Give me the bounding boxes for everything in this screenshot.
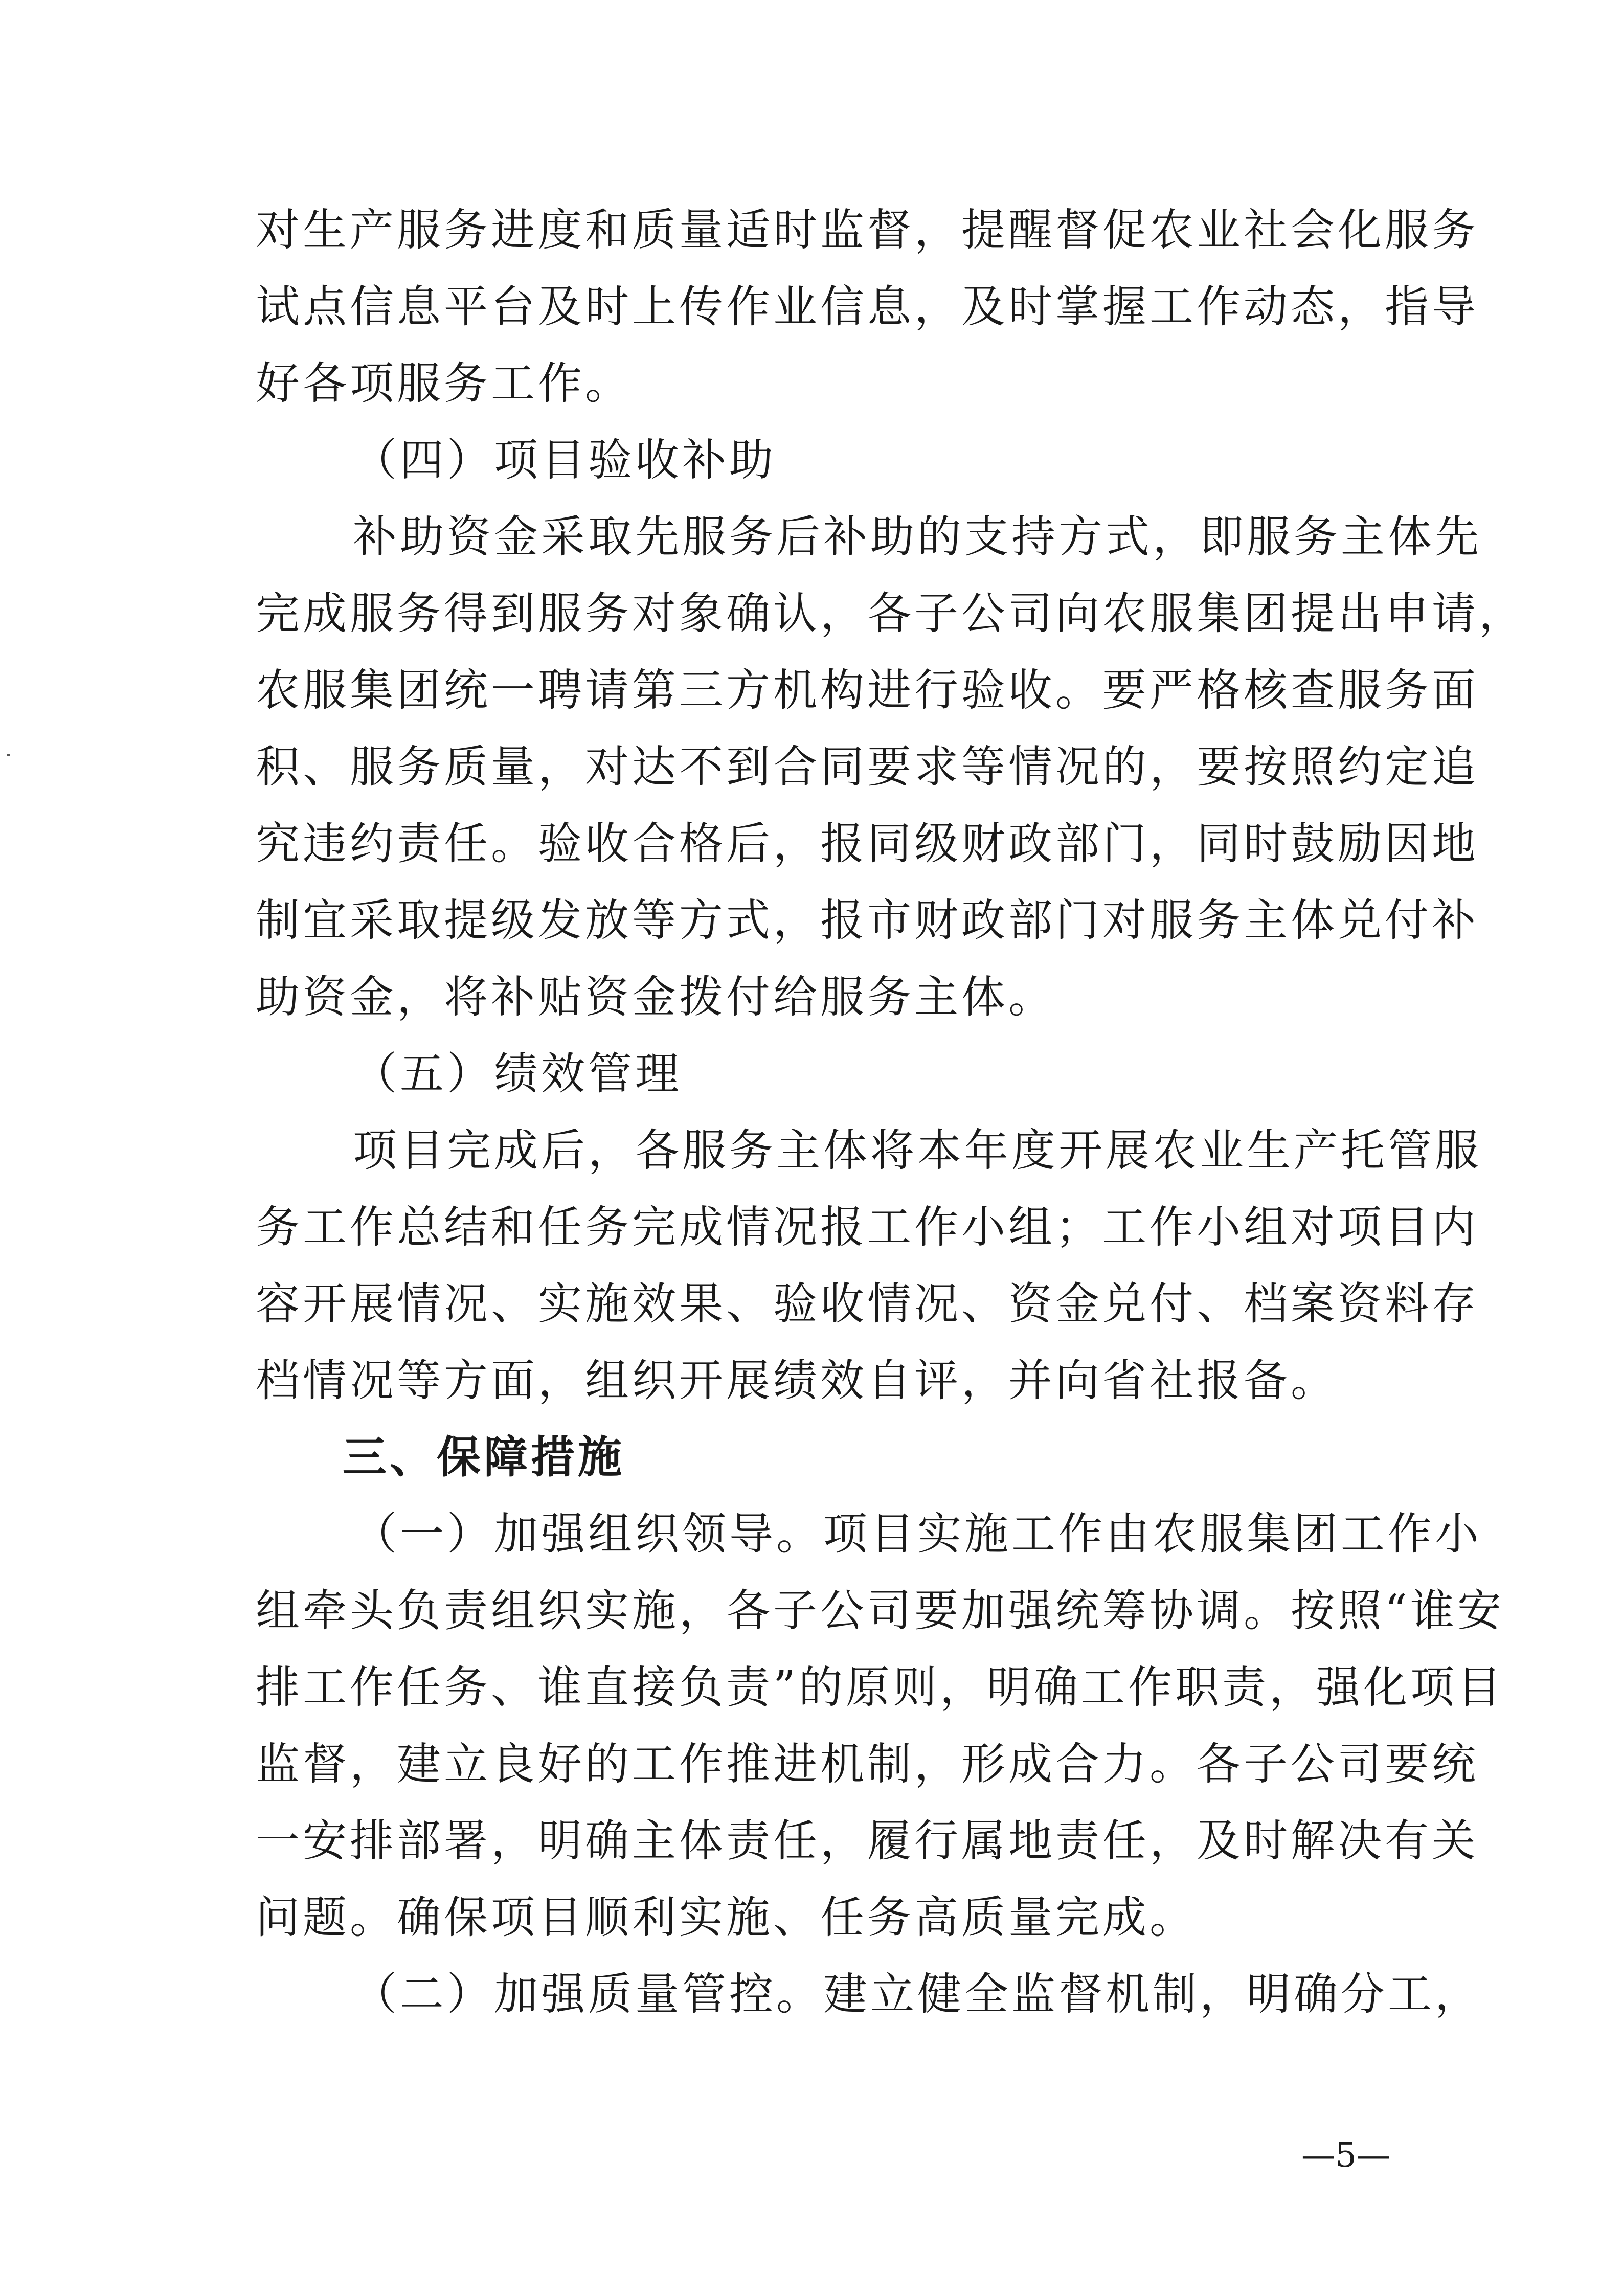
body-line: 助资金，将补贴资金拨付给服务主体。 [256,972,1055,1023]
body-line: 组牵头负责组织实施，各子公司要加强统筹协调。按照“谁安 [256,1585,1504,1636]
body-line: 补助资金采取先服务后补助的支持方式，即服务主体先 [353,511,1482,562]
body-line: 试点信息平台及时上传作业信息，及时掌握工作动态，指导 [256,281,1479,332]
body-line: 监督，建立良好的工作推进机制，形成合力。各子公司要统 [256,1739,1479,1790]
body-line: 究违约责任。验收合格后，报同级财政部门，同时鼓励因地 [256,818,1479,869]
body-line: 积、服务质量，对达不到合同要求等情况的，要按照约定追 [256,741,1479,793]
body-line: 农服集团统一聘请第三方机构进行验收。要严格核查服务面 [256,665,1479,716]
section-heading-5: （五）绩效管理 [353,1048,682,1099]
body-line: 好各项服务工作。 [256,358,632,409]
body-line: 一安排部署，明确主体责任，履行属地责任，及时解决有关 [256,1815,1479,1866]
page-number: —5— [1301,2135,1390,2175]
body-line: （二）加强质量管控。建立健全监督机制，明确分工， [353,1969,1482,2020]
body-line: 制宜采取提级发放等方式，报市财政部门对服务主体兑付补 [256,895,1479,946]
body-line: 容开展情况、实施效果、验收情况、资金兑付、档案资料存 [256,1278,1479,1330]
body-line: 排工作任务、谁直接负责”的原则，明确工作职责，强化项目 [256,1662,1504,1713]
section-heading-4: （四）项目验收补助 [353,435,776,486]
body-line: 完成服务得到服务对象确认，各子公司向农服集团提出申请， [256,588,1526,639]
body-line: 问题。确保项目顺利实施、任务高质量完成。 [256,1892,1197,1943]
body-line: 务工作总结和任务完成情况报工作小组；工作小组对项目内 [256,1202,1479,1253]
body-line: 项目完成后，各服务主体将本年度开展农业生产托管服 [353,1125,1482,1176]
scan-artifact [7,754,10,756]
body-line: 对生产服务进度和质量适时监督，提醒督促农业社会化服务 [256,205,1479,256]
section-heading-3: 三、保障措施 [343,1432,625,1483]
body-line: （一）加强组织领导。项目实施工作由农服集团工作小 [353,1509,1482,1560]
body-line: 档情况等方面，组织开展绩效自评，并向省社报备。 [256,1355,1338,1406]
